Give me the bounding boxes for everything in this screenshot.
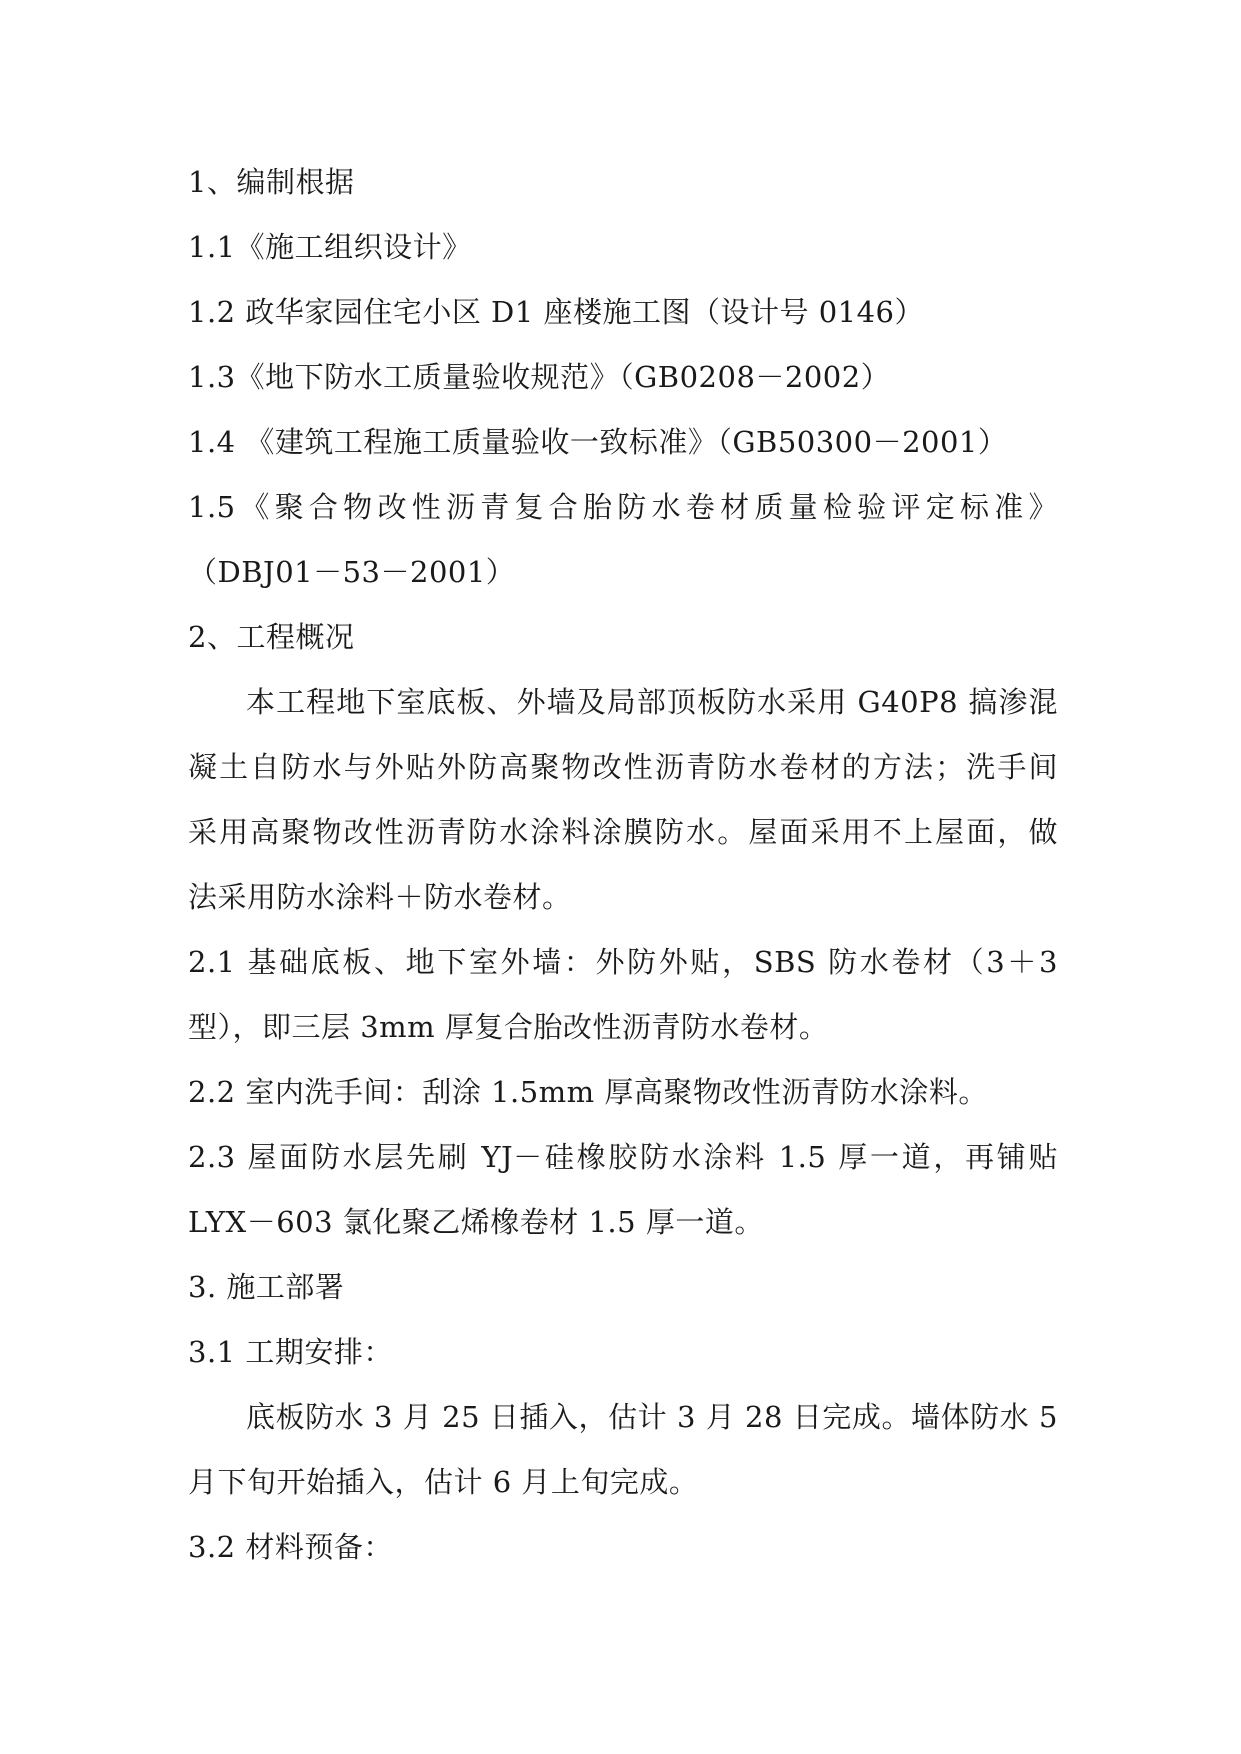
item-2-2: 2.2 室内洗手间：刮涂 1.5mm 厚高聚物改性沥青防水涂料。: [188, 1075, 988, 1109]
item-3-1: 3.1 工期安排：: [188, 1335, 393, 1369]
schedule-paragraph-line-1: 底板防水 3 月 25 日插入，估计 3 月 28 日完成。墙体防水 5: [246, 1400, 1058, 1434]
document-body: [188, 150, 1058, 1580]
item-2-3-line-2: LYX－603 氯化聚乙烯橡卷材 1.5 厚一道。: [188, 1205, 764, 1239]
item-3-2: 3.2 材料预备：: [188, 1530, 393, 1564]
overview-paragraph-line-2: 凝土自防水与外贴外防高聚物改性沥青防水卷材的方法；洗手间: [188, 750, 1058, 784]
item-1-4: 1.4 《建筑工程施工质量验收一致标准》（GB50300－2001）: [188, 425, 1008, 459]
item-1-1: 1.1《施工组织设计》: [188, 230, 472, 264]
overview-paragraph-line-3: 采用高聚物改性沥青防水涂料涂膜防水。屋面采用不上屋面，做: [188, 815, 1058, 849]
overview-paragraph-line-4: 法采用防水涂料＋防水卷材。: [188, 880, 572, 914]
item-1-5-code: （DBJ01－53－2001）: [188, 555, 516, 589]
item-1-5: 1.5《聚合物改性沥青复合胎防水卷材质量检验评定标准》: [188, 490, 1058, 524]
item-1-3: 1.3《地下防水工质量验收规范》（GB0208－2002）: [188, 360, 891, 394]
item-2-3-line-1: 2.3 屋面防水层先刷 YJ－硅橡胶防水涂料 1.5 厚一道，再铺贴: [188, 1140, 1058, 1174]
item-1-2: 1.2 政华家园住宅小区 D1 座楼施工图（设计号 0146）: [188, 295, 924, 329]
item-2-1-line-1: 2.1 基础底板、地下室外墙：外防外贴，SBS 防水卷材（3＋3: [188, 945, 1058, 979]
heading-deployment: 3. 施工部署: [188, 1270, 345, 1304]
heading-overview: 2、工程概况: [188, 620, 355, 654]
schedule-paragraph-line-2: 月下旬开始插入，估计 6 月上旬完成。: [188, 1465, 699, 1499]
item-2-1-line-2: 型），即三层 3mm 厚复合胎改性沥青防水卷材。: [188, 1010, 829, 1044]
overview-paragraph-line-1: 本工程地下室底板、外墙及局部顶板防水采用 G40P8 搞渗混: [246, 685, 1058, 719]
heading-basis: 1、编制根据: [188, 165, 355, 199]
